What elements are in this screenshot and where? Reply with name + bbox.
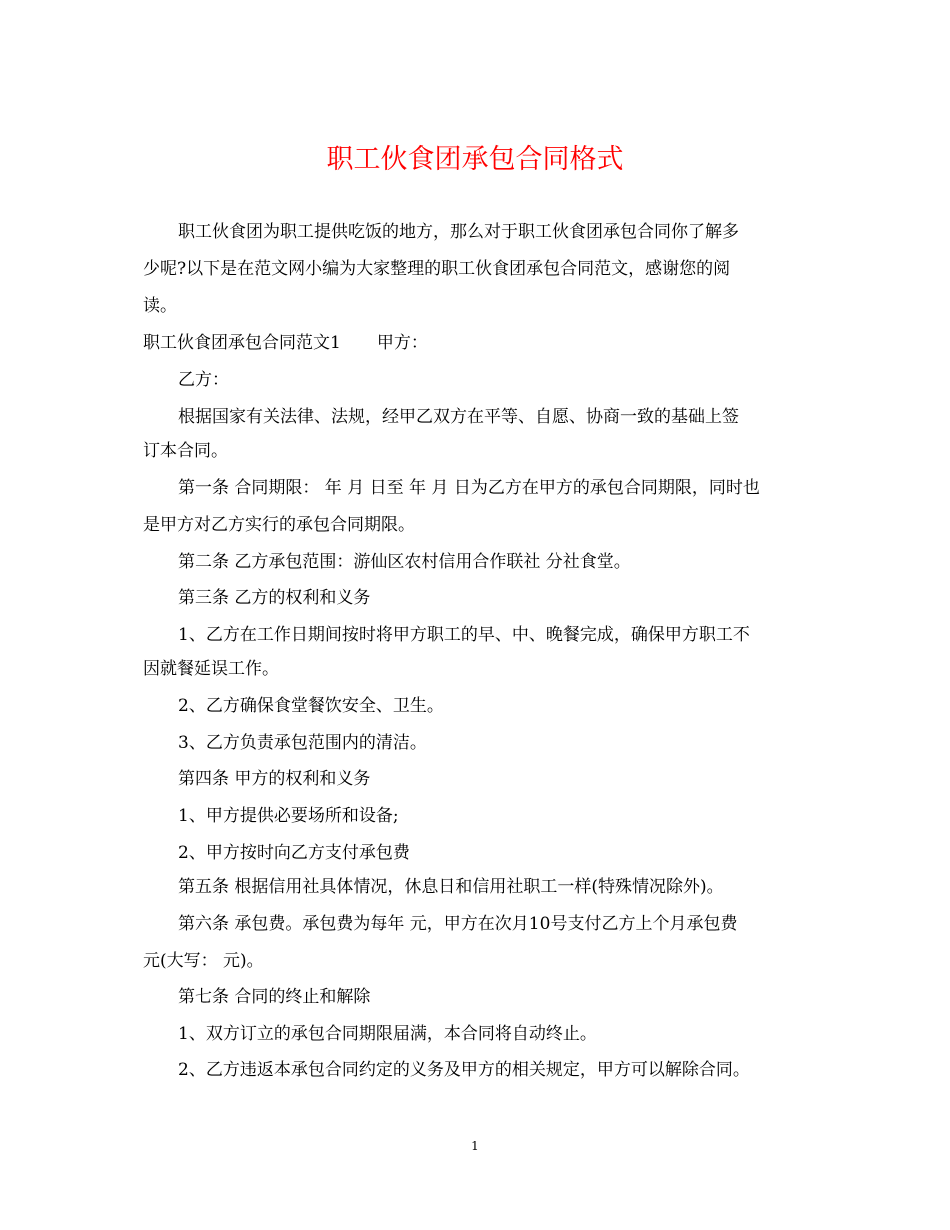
intro-line: 职工伙食团为职工提供吃饭的地方，那么对于职工伙食团承包合同你了解多: [178, 222, 739, 242]
document-title: 职工伙食团承包合同格式: [326, 144, 624, 175]
body-line: 第一条 合同期限： 年 月 日至 年 月 日为乙方在甲方的承包合同期限，同时也: [178, 478, 760, 498]
body-line: 根据国家有关法律、法规，经甲乙双方在平等、自愿、协商一致的基础上签: [178, 407, 739, 427]
body-line: 第二条 乙方承包范围：游仙区农村信用合作联社 分社食堂。: [178, 552, 631, 572]
body-line: 2、甲方按时向乙方支付承包费: [178, 843, 410, 863]
body-line: 是甲方对乙方实行的承包合同期限。: [143, 515, 415, 535]
intro-line: 少呢?以下是在范文网小编为大家整理的职工伙食团承包合同范文，感谢您的阅: [143, 259, 731, 279]
body-line: 第四条 甲方的权利和义务: [178, 769, 371, 789]
party-a-label: 甲方：: [376, 333, 428, 353]
sample-heading-line: [143, 331, 428, 355]
body-line: 元(大写： 元)。: [143, 951, 264, 971]
body-line: 第七条 合同的终止和解除: [178, 987, 371, 1007]
body-line: 3、乙方负责承包范围内的清洁。: [178, 733, 427, 753]
body-line: 1、乙方在工作日期间按时将甲方职工的早、中、晚餐完成，确保甲方职工不: [178, 625, 750, 645]
body-line: 第三条 乙方的权利和义务: [178, 588, 371, 608]
body-line: 2、乙方确保食堂餐饮安全、卫生。: [178, 696, 444, 716]
body-line: 因就餐延误工作。: [143, 659, 279, 679]
page-number: 1: [471, 1139, 479, 1153]
intro-line: 读。: [143, 296, 177, 316]
body-line: 第五条 根据信用社具体情况，休息日和信用社职工一样(特殊情况除外)。: [178, 877, 724, 897]
body-line: 2、乙方违返本承包合同约定的义务及甲方的相关规定，甲方可以解除合同。: [178, 1060, 750, 1080]
body-line: 订本合同。: [143, 441, 228, 461]
body-line: 第六条 承包费。承包费为每年 元，甲方在次月10号支付乙方上个月承包费: [178, 914, 738, 934]
sample-heading: 职工伙食团承包合同范文1: [143, 333, 341, 353]
body-line: 乙方：: [178, 370, 229, 390]
body-line: 1、双方订立的承包合同期限届满，本合同将自动终止。: [178, 1024, 597, 1044]
body-line: 1、甲方提供必要场所和设备;: [178, 806, 399, 826]
